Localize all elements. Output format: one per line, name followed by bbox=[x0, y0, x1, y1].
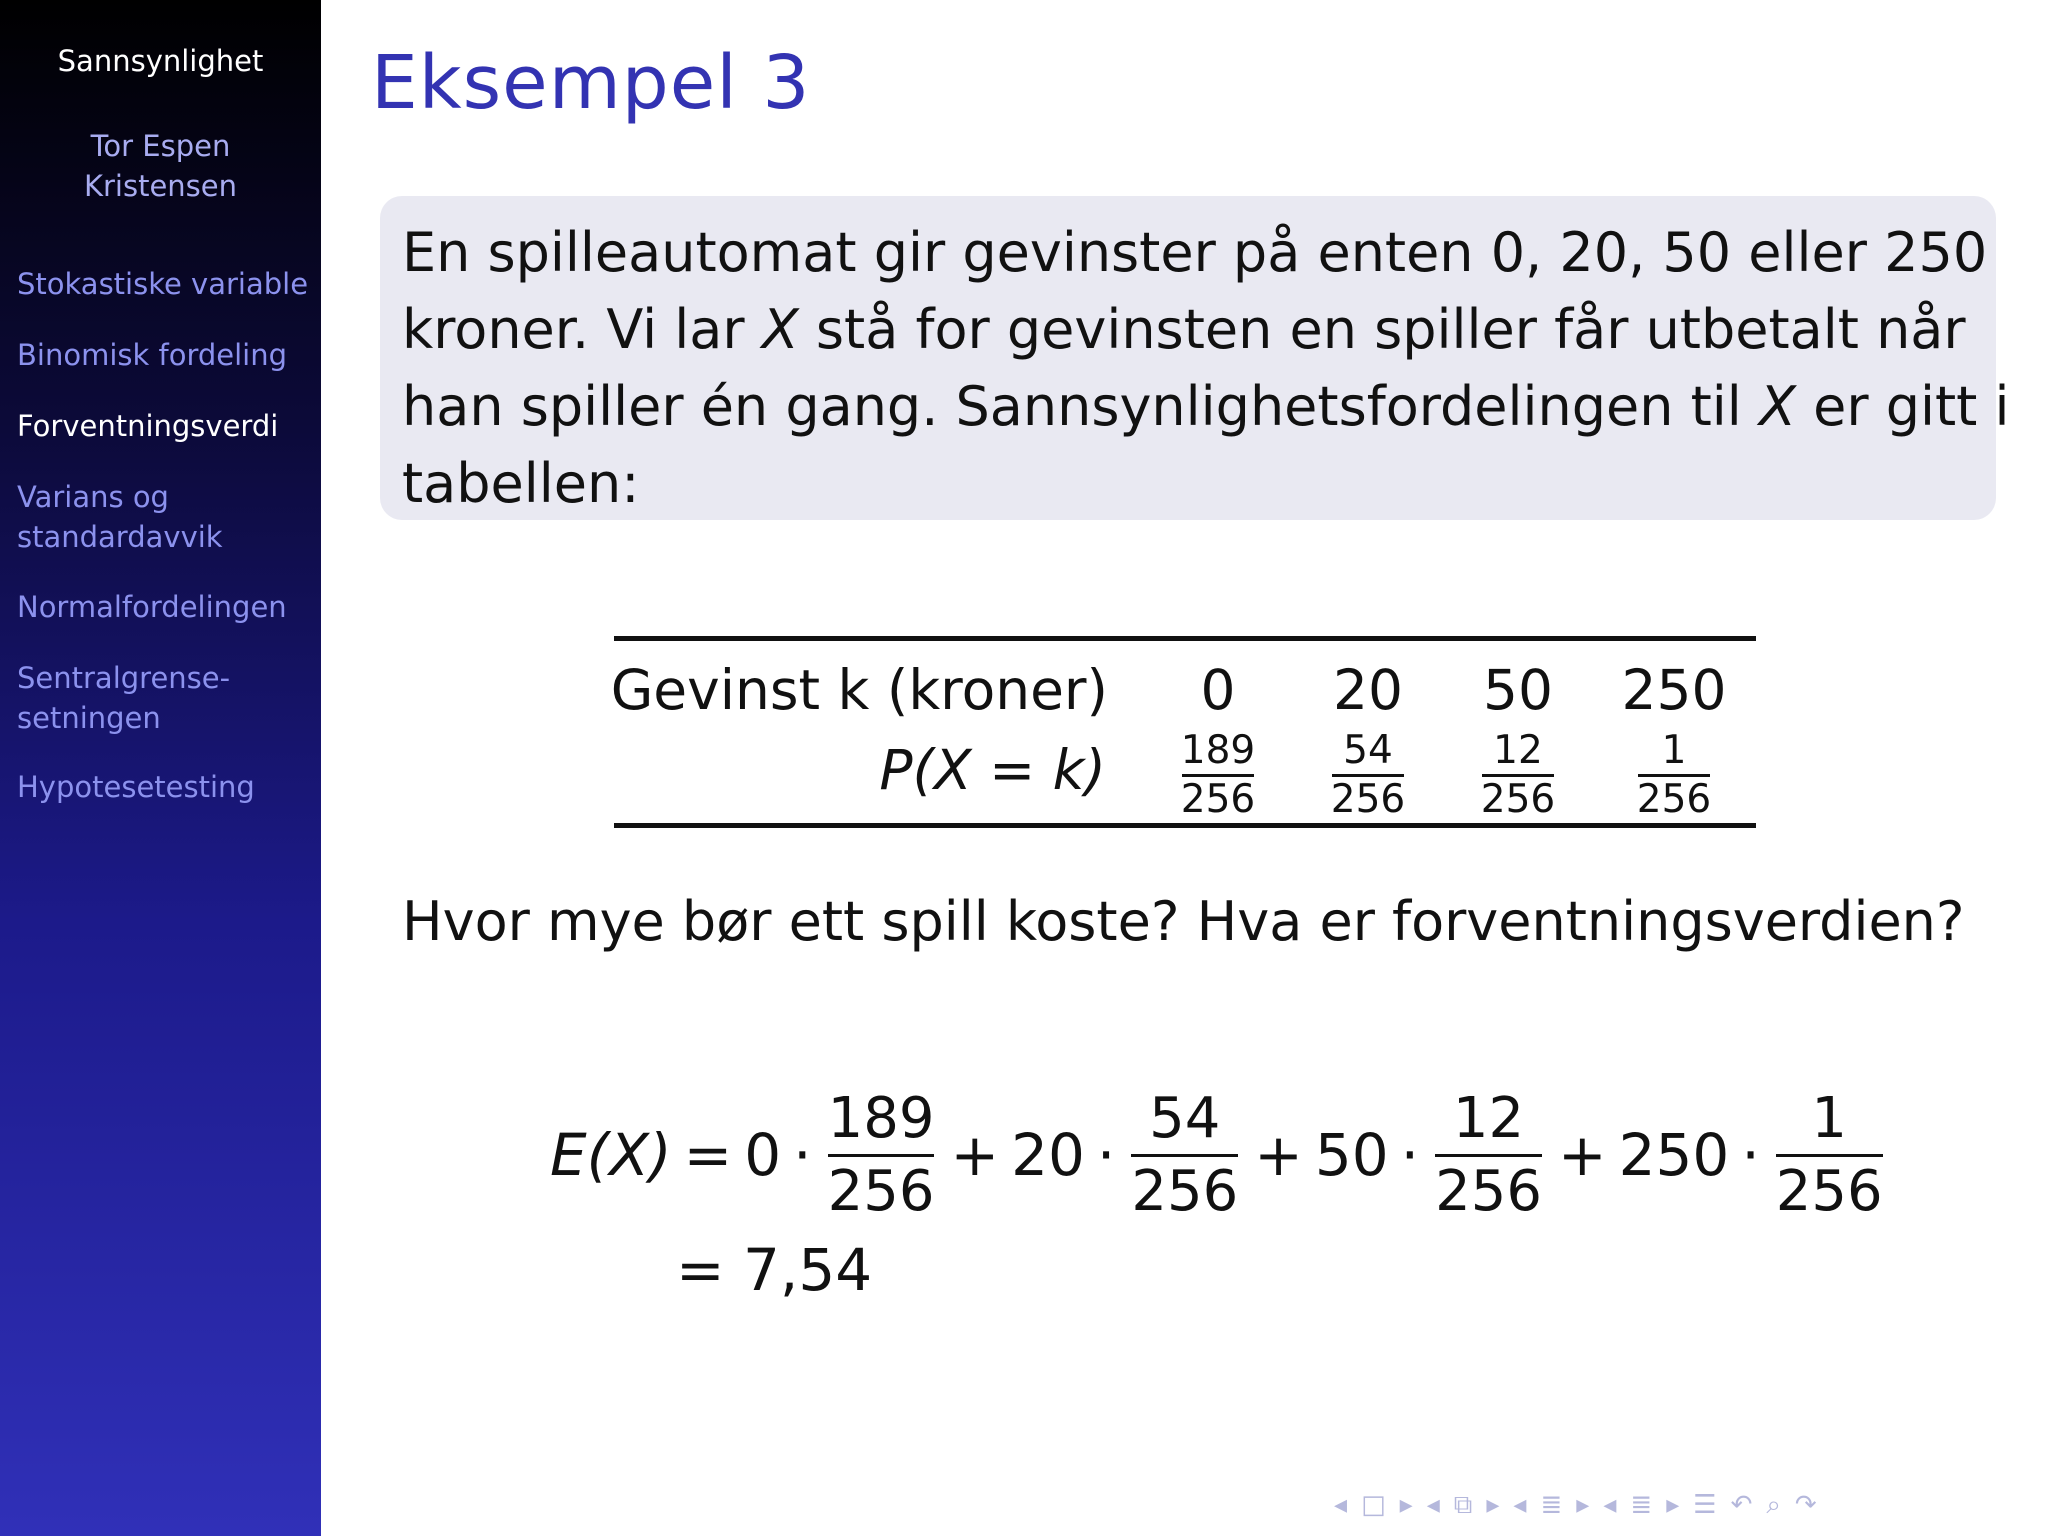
text: kroner. Vi lar bbox=[402, 298, 762, 361]
coefficient: 0 bbox=[744, 1121, 782, 1189]
sidebar-item-forventningsverdi[interactable]: Forventningsverdi bbox=[17, 409, 279, 443]
arrow-right-icon[interactable]: ▸ bbox=[1666, 1490, 1680, 1520]
table-cell-value: 250 bbox=[1621, 658, 1727, 722]
coefficient: 50 bbox=[1314, 1121, 1389, 1189]
author-line: Tor Espen bbox=[90, 129, 231, 163]
table-cell-value: 20 bbox=[1333, 658, 1403, 722]
denominator: 256 bbox=[1131, 1158, 1239, 1224]
table-cell-value: 50 bbox=[1483, 658, 1553, 722]
numerator: 1 bbox=[1811, 1085, 1848, 1151]
sidebar-item-label: standardavvik bbox=[17, 520, 223, 554]
text: er gitt i bbox=[1795, 375, 2010, 438]
arrow-right-icon[interactable]: ▸ bbox=[1486, 1490, 1500, 1520]
dot-operator: · bbox=[793, 1121, 812, 1189]
numerator: 54 bbox=[1149, 1085, 1221, 1151]
example-line: En spilleautomat gir gevinster på enten 0, 20, 50 eller 250 bbox=[402, 221, 1988, 284]
denominator: 256 bbox=[1180, 777, 1256, 822]
list-icon[interactable]: ≣ bbox=[1630, 1490, 1653, 1520]
fraction bbox=[1435, 1086, 1542, 1225]
sidebar-title[interactable]: Sannsynlighet bbox=[57, 44, 264, 78]
frame-title: Eksempel 3 bbox=[371, 40, 811, 126]
dot-operator: · bbox=[1096, 1121, 1116, 1189]
table-cell-value: 0 bbox=[1200, 658, 1236, 722]
arrow-left-icon[interactable]: ◂ bbox=[1426, 1490, 1440, 1520]
sidebar-author[interactable] bbox=[0, 126, 321, 206]
coefficient: 250 bbox=[1618, 1121, 1730, 1189]
variable-x: X bbox=[761, 298, 799, 361]
arrow-left-icon[interactable]: ◂ bbox=[1513, 1490, 1527, 1520]
coefficient: 20 bbox=[1011, 1121, 1085, 1189]
question-text: Hvor mye bør ett spill koste? Hva er forventningsverdien? bbox=[402, 890, 1965, 953]
fraction bbox=[1131, 1086, 1238, 1225]
sidebar-item-stokastiske-variable[interactable]: Stokastiske variable bbox=[17, 267, 309, 301]
sidebar-item-varians-og-standardavvik[interactable] bbox=[17, 477, 317, 557]
table-row-label: Gevinst k (kroner) bbox=[610, 658, 1108, 722]
frame-icon[interactable]: □ bbox=[1361, 1490, 1386, 1520]
table-cell-probability bbox=[1158, 730, 1278, 821]
arrow-left-icon[interactable]: ◂ bbox=[1334, 1490, 1348, 1520]
sidebar-item-label: Sentralgrense- bbox=[17, 661, 231, 695]
navigation-bar bbox=[1334, 1488, 2034, 1522]
sidebar-item-label: setningen bbox=[17, 701, 161, 735]
variable-x: X bbox=[1758, 375, 1796, 438]
author-line: Kristensen bbox=[83, 169, 238, 203]
text: stå for gevinsten en spiller får utbetalt når bbox=[798, 298, 1966, 361]
denominator: 256 bbox=[1636, 777, 1712, 822]
plus-operator: + bbox=[950, 1121, 1000, 1189]
slides-icon[interactable]: ☰ bbox=[1693, 1490, 1717, 1520]
fraction bbox=[1776, 1086, 1883, 1225]
sidebar-item-sentralgrensesetningen[interactable] bbox=[17, 658, 317, 738]
denominator: 256 bbox=[1480, 777, 1556, 822]
plus-operator: + bbox=[1254, 1121, 1303, 1189]
sidebar-item-label: Varians og bbox=[17, 480, 169, 514]
numerator: 54 bbox=[1343, 728, 1393, 773]
equation-lhs: E(X) bbox=[550, 1121, 672, 1189]
back-icon[interactable]: ↶ bbox=[1730, 1490, 1753, 1520]
expectation-equation bbox=[544, 1080, 1893, 1230]
search-icon[interactable]: ⌕ bbox=[1766, 1489, 1781, 1520]
example-line bbox=[402, 291, 1982, 368]
example-text bbox=[402, 214, 2010, 522]
equation-result: = 7,54 bbox=[676, 1236, 873, 1304]
text: han spiller én gang. Sannsynlighetsfordelingen til bbox=[402, 375, 1759, 438]
undo-icon[interactable]: ↷ bbox=[1794, 1490, 1817, 1520]
section-icon[interactable]: ≣ bbox=[1540, 1490, 1563, 1520]
fraction-bar bbox=[1776, 1154, 1883, 1157]
dot-operator: · bbox=[1400, 1121, 1420, 1189]
fraction-bar bbox=[1131, 1154, 1238, 1157]
numerator: 12 bbox=[1452, 1085, 1525, 1151]
numerator: 189 bbox=[827, 1085, 935, 1151]
table-cell-probability bbox=[1308, 730, 1428, 821]
table-cell-probability bbox=[1458, 730, 1578, 821]
arrow-left-icon[interactable]: ◂ bbox=[1603, 1490, 1617, 1520]
numerator: 12 bbox=[1493, 728, 1543, 773]
example-line bbox=[402, 368, 2010, 445]
table-cell-probability bbox=[1614, 730, 1734, 821]
dot-operator: · bbox=[1741, 1121, 1760, 1189]
table-bottom-rule bbox=[614, 823, 1756, 828]
fraction bbox=[828, 1086, 935, 1225]
subsection-icon[interactable]: ⧉ bbox=[1453, 1489, 1473, 1520]
numerator: 189 bbox=[1180, 728, 1256, 773]
sidebar-item-hypotesetesting[interactable]: Hypotesetesting bbox=[17, 770, 255, 804]
example-line: tabellen: bbox=[402, 452, 640, 515]
denominator: 256 bbox=[827, 1158, 935, 1224]
plus-operator: + bbox=[1557, 1121, 1607, 1189]
arrow-right-icon[interactable]: ▸ bbox=[1399, 1490, 1413, 1520]
denominator: 256 bbox=[1775, 1158, 1883, 1224]
arrow-right-icon[interactable]: ▸ bbox=[1576, 1490, 1590, 1520]
numerator: 1 bbox=[1661, 728, 1687, 773]
fraction-bar bbox=[828, 1154, 935, 1157]
sidebar bbox=[0, 0, 321, 1536]
denominator: 256 bbox=[1435, 1158, 1542, 1224]
fraction-bar bbox=[1435, 1154, 1542, 1157]
table-row-label: P(X = k) bbox=[879, 738, 1106, 802]
denominator: 256 bbox=[1330, 777, 1406, 822]
sidebar-item-normalfordelingen[interactable]: Normalfordelingen bbox=[17, 590, 287, 624]
table-top-rule bbox=[614, 636, 1756, 641]
equals-sign: = bbox=[683, 1121, 733, 1189]
sidebar-item-binomisk-fordeling[interactable]: Binomisk fordeling bbox=[17, 338, 288, 372]
